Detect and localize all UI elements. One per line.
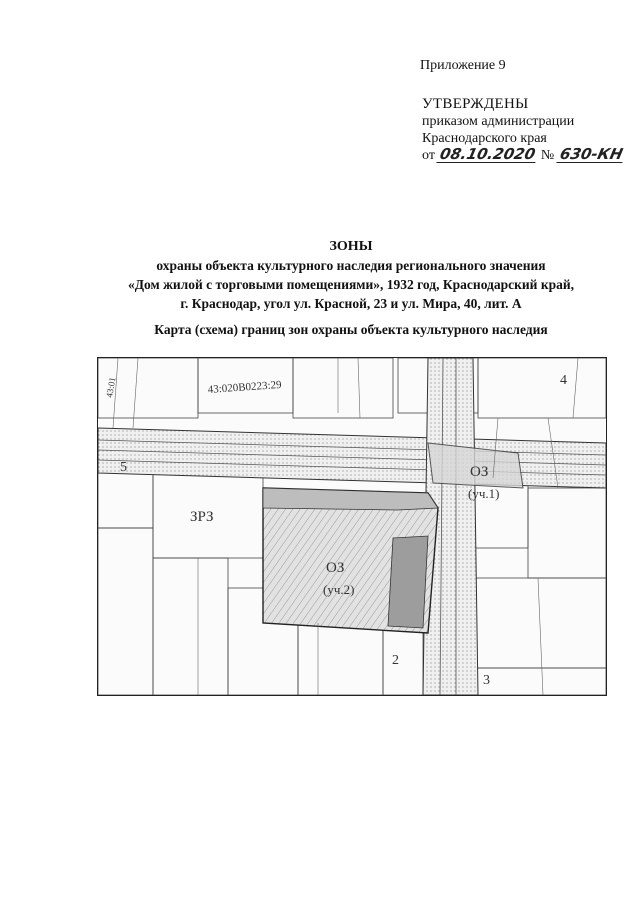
zrz-label: ЗРЗ xyxy=(190,509,214,525)
protection-zone-2 xyxy=(263,488,438,633)
zone-map xyxy=(97,357,607,696)
order-date: 08.10.2020 xyxy=(438,145,538,163)
zone-2-label: 2 xyxy=(392,653,399,668)
map-caption: Карта (схема) границ зон охраны объекта культурного наследия xyxy=(154,322,548,337)
approval-line-2: приказом администрации xyxy=(422,114,575,129)
title-heading: ЗОНЫ xyxy=(329,239,373,254)
appendix-label: Приложение 9 xyxy=(420,58,506,73)
approval-line-3: Краснодарского края xyxy=(422,131,547,146)
zone-4-label: 4 xyxy=(560,373,567,388)
street-horizontal xyxy=(98,428,606,488)
oz1-label: ОЗ xyxy=(470,464,489,480)
zone-3-label: 3 xyxy=(483,673,490,688)
order-from-prefix: от xyxy=(422,148,435,163)
oz2-label: ОЗ xyxy=(326,560,345,576)
title-line-3: г. Краснодар, угол ул. Красной, 23 и ул. Мира, 40, лит. А xyxy=(180,296,522,311)
order-line xyxy=(422,147,624,164)
title-line-2: «Дом жилой с торговыми помещениями», 1932 год, Краснодарский край, xyxy=(127,277,575,292)
order-number: 630-КН xyxy=(558,145,625,163)
document-title xyxy=(96,237,606,313)
approval-heading: УТВЕРЖДЕНЫ xyxy=(422,96,529,112)
zone-5-label: 5 xyxy=(120,460,127,475)
oz1-sub-label: (уч.1) xyxy=(468,486,500,501)
left-code: 43:01 xyxy=(104,376,118,399)
cadastral-number: 43:020В0223:29 xyxy=(207,378,282,396)
title-line-1: охраны объекта культурного наследия регионального значения xyxy=(156,258,546,273)
oz2-sub-label: (уч.2) xyxy=(323,582,355,597)
order-number-prefix: № xyxy=(540,148,555,163)
zone-map-drawing xyxy=(98,358,606,695)
approval-block xyxy=(422,96,624,164)
